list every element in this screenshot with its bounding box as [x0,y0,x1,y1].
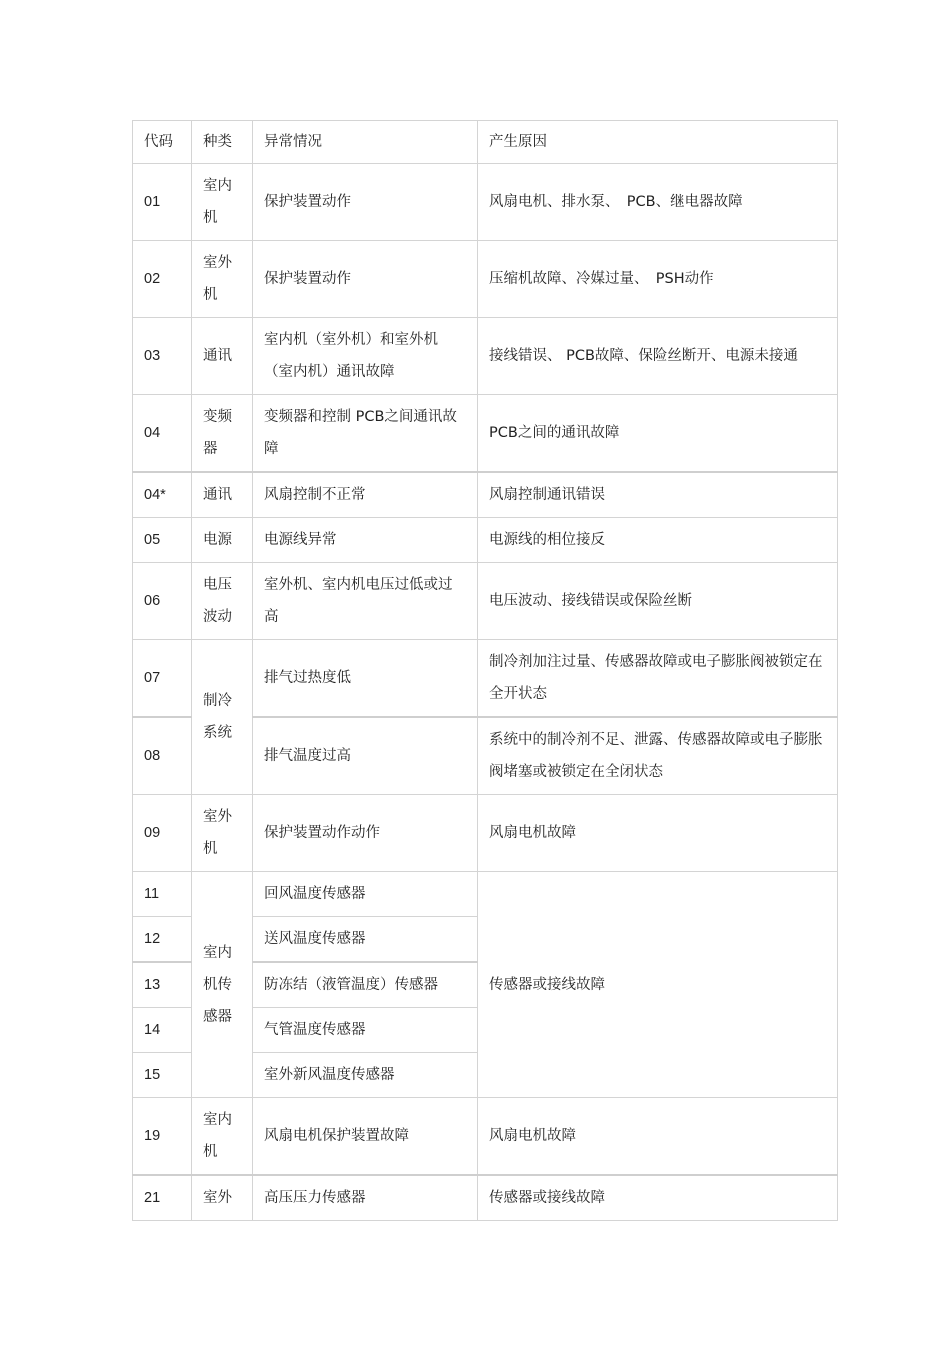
situation-cell: 保护装置动作 [253,164,478,241]
table-row [133,164,838,241]
table-row [133,1175,838,1221]
code-cell: 03 [133,318,192,395]
type-cell: 电源 [192,518,253,563]
cause-cell: 传感器或接线故障 [478,1175,838,1221]
type-cell: 制冷系统 [192,640,253,795]
cause-cell: 电压波动、接线错误或保险丝断 [478,563,838,640]
header-cause: 产生原因 [478,121,838,164]
situation-cell: 室外机、室内机电压过低或过高 [253,563,478,640]
table-row [133,1098,838,1176]
error-code-table [132,120,838,1221]
situation-cell: 保护装置动作 [253,241,478,318]
cause-cell: 制冷剂加注过量、传感器故障或电子膨胀阀被锁定在全开状态 [478,640,838,718]
header-code: 代码 [133,121,192,164]
code-cell: 04 [133,395,192,473]
code-cell: 02 [133,241,192,318]
situation-cell: 风扇电机保护装置故障 [253,1098,478,1176]
code-cell: 19 [133,1098,192,1176]
table-row [133,241,838,318]
table-row [133,318,838,395]
cause-cell: 压缩机故障、冷媒过量、 PSH动作 [478,241,838,318]
situation-cell: 排气温度过高 [253,717,478,795]
cause-cell: 风扇电机、排水泵、 PCB、继电器故障 [478,164,838,241]
situation-cell: 送风温度传感器 [253,917,478,963]
cause-cell: 传感器或接线故障 [478,872,838,1098]
type-cell: 室内机传感器 [192,872,253,1098]
code-cell: 11 [133,872,192,917]
situation-cell: 室外新风温度传感器 [253,1053,478,1098]
type-cell: 通讯 [192,472,253,518]
type-cell: 室外机 [192,795,253,872]
type-cell: 室外 [192,1175,253,1221]
cause-cell: 系统中的制冷剂不足、泄露、传感器故障或电子膨胀阀堵塞或被锁定在全闭状态 [478,717,838,795]
type-cell: 室内机 [192,164,253,241]
type-cell: 变频器 [192,395,253,473]
situation-cell: 变频器和控制 PCB之间通讯故障 [253,395,478,473]
table-row [133,795,838,872]
type-cell: 室内机 [192,1098,253,1176]
header-situation: 异常情况 [253,121,478,164]
table-row [133,872,838,917]
code-cell: 12 [133,917,192,963]
code-cell: 08 [133,717,192,795]
cause-cell: 风扇电机故障 [478,1098,838,1176]
header-type: 种类 [192,121,253,164]
table-row [133,518,838,563]
situation-cell: 电源线异常 [253,518,478,563]
situation-cell: 排气过热度低 [253,640,478,718]
situation-cell: 气管温度传感器 [253,1008,478,1053]
code-cell: 09 [133,795,192,872]
code-cell: 15 [133,1053,192,1098]
cause-cell: 风扇控制通讯错误 [478,472,838,518]
code-cell: 04* [133,472,192,518]
code-cell: 07 [133,640,192,718]
situation-cell: 室内机（室外机）和室外机（室内机）通讯故障 [253,318,478,395]
code-cell: 21 [133,1175,192,1221]
situation-cell: 回风温度传感器 [253,872,478,917]
table-header-row [133,121,838,164]
code-cell: 14 [133,1008,192,1053]
table-row [133,395,838,473]
code-cell: 13 [133,962,192,1008]
code-cell: 01 [133,164,192,241]
table-row [133,472,838,518]
type-cell: 室外机 [192,241,253,318]
situation-cell: 高压压力传感器 [253,1175,478,1221]
type-cell: 电压波动 [192,563,253,640]
situation-cell: 风扇控制不正常 [253,472,478,518]
code-cell: 06 [133,563,192,640]
table-row [133,563,838,640]
type-cell: 通讯 [192,318,253,395]
cause-cell: 电源线的相位接反 [478,518,838,563]
cause-cell: 风扇电机故障 [478,795,838,872]
table-row [133,640,838,718]
code-cell: 05 [133,518,192,563]
situation-cell: 保护装置动作动作 [253,795,478,872]
situation-cell: 防冻结（液管温度）传感器 [253,962,478,1008]
cause-cell: PCB之间的通讯故障 [478,395,838,473]
cause-cell: 接线错误、 PCB故障、保险丝断开、电源未接通 [478,318,838,395]
